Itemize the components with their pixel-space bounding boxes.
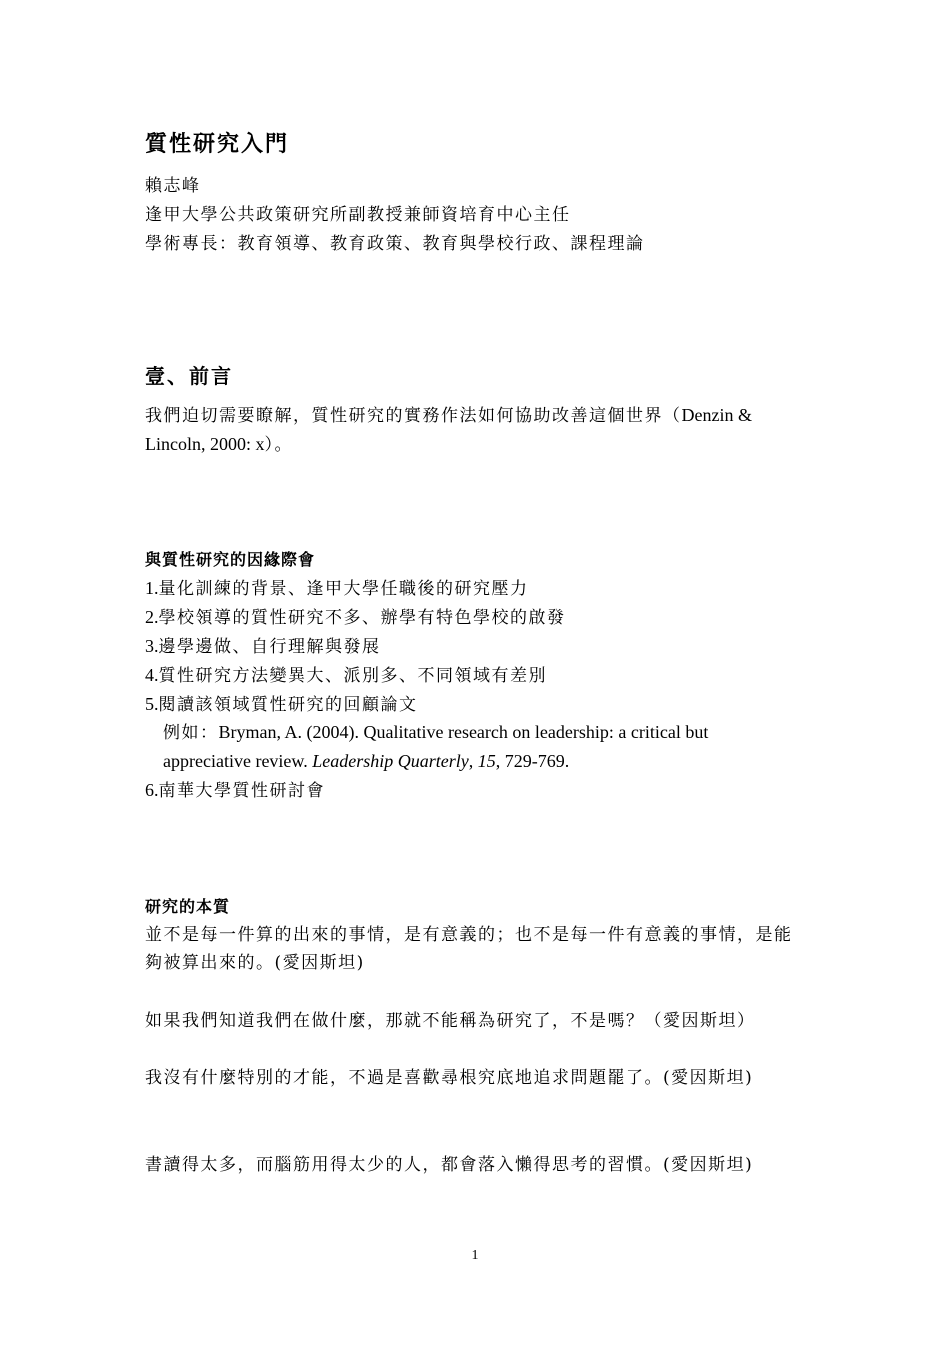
author-affiliation: 逢甲大學公共政策研究所副教授兼師資培育中心主任 <box>145 205 571 225</box>
example-citation-line1: 例如：Bryman, A. (2004). Qualitative research on leadership: a critical but <box>163 722 709 743</box>
example-citation-line2: appreciative review. Leadership Quarterly, 15, 729-769. <box>163 751 570 771</box>
list-item: 1.量化訓練的背景、逢甲大學任職後的研究壓力 <box>145 578 529 599</box>
intro-quote-line2: Lincoln, 2000: x）。 <box>145 434 293 455</box>
page-title: 質性研究入門 <box>145 131 290 157</box>
encounter-heading: 與質性研究的因緣際會 <box>145 550 316 569</box>
essence-heading: 研究的本質 <box>145 897 231 916</box>
section-heading-intro: 壹、前言 <box>145 364 233 388</box>
essence-quote1-line2: 夠被算出來的。(愛因斯坦) <box>145 953 365 973</box>
list-item: 4.質性研究方法變異大、派別多、不同領域有差別 <box>145 665 547 686</box>
essence-quote3: 我沒有什麼特別的才能，不過是喜歡尋根究底地追求問題罷了。(愛因斯坦) <box>145 1068 754 1088</box>
list-item: 5.閱讀該領域質性研究的回顧論文 <box>145 694 418 715</box>
essence-quote4: 書讀得太多，而腦筋用得太少的人，都會落入懶得思考的習慣。(愛因斯坦) <box>145 1155 754 1175</box>
author-expertise: 學術專長：教育領導、教育政策、教育與學校行政、課程理論 <box>145 234 645 254</box>
list-item: 6.南華大學質性研討會 <box>145 780 325 801</box>
essence-quote2: 如果我們知道我們在做什麼，那就不能稱為研究了，不是嗎？（愛因斯坦） <box>145 1011 756 1031</box>
list-item: 2.學校領導的質性研究不多、辦學有特色學校的啟發 <box>145 607 566 628</box>
list-item: 3.邊學邊做、自行理解與發展 <box>145 636 381 657</box>
intro-quote-line1: 我們迫切需要瞭解，質性研究的實務作法如何協助改善這個世界（Denzin & <box>145 405 752 426</box>
author-name: 賴志峰 <box>145 176 201 196</box>
page-number: 1 <box>471 1248 479 1263</box>
essence-quote1-line1: 並不是每一件算的出來的事情，是有意義的；也不是每一件有意義的事情，是能 <box>145 925 793 945</box>
